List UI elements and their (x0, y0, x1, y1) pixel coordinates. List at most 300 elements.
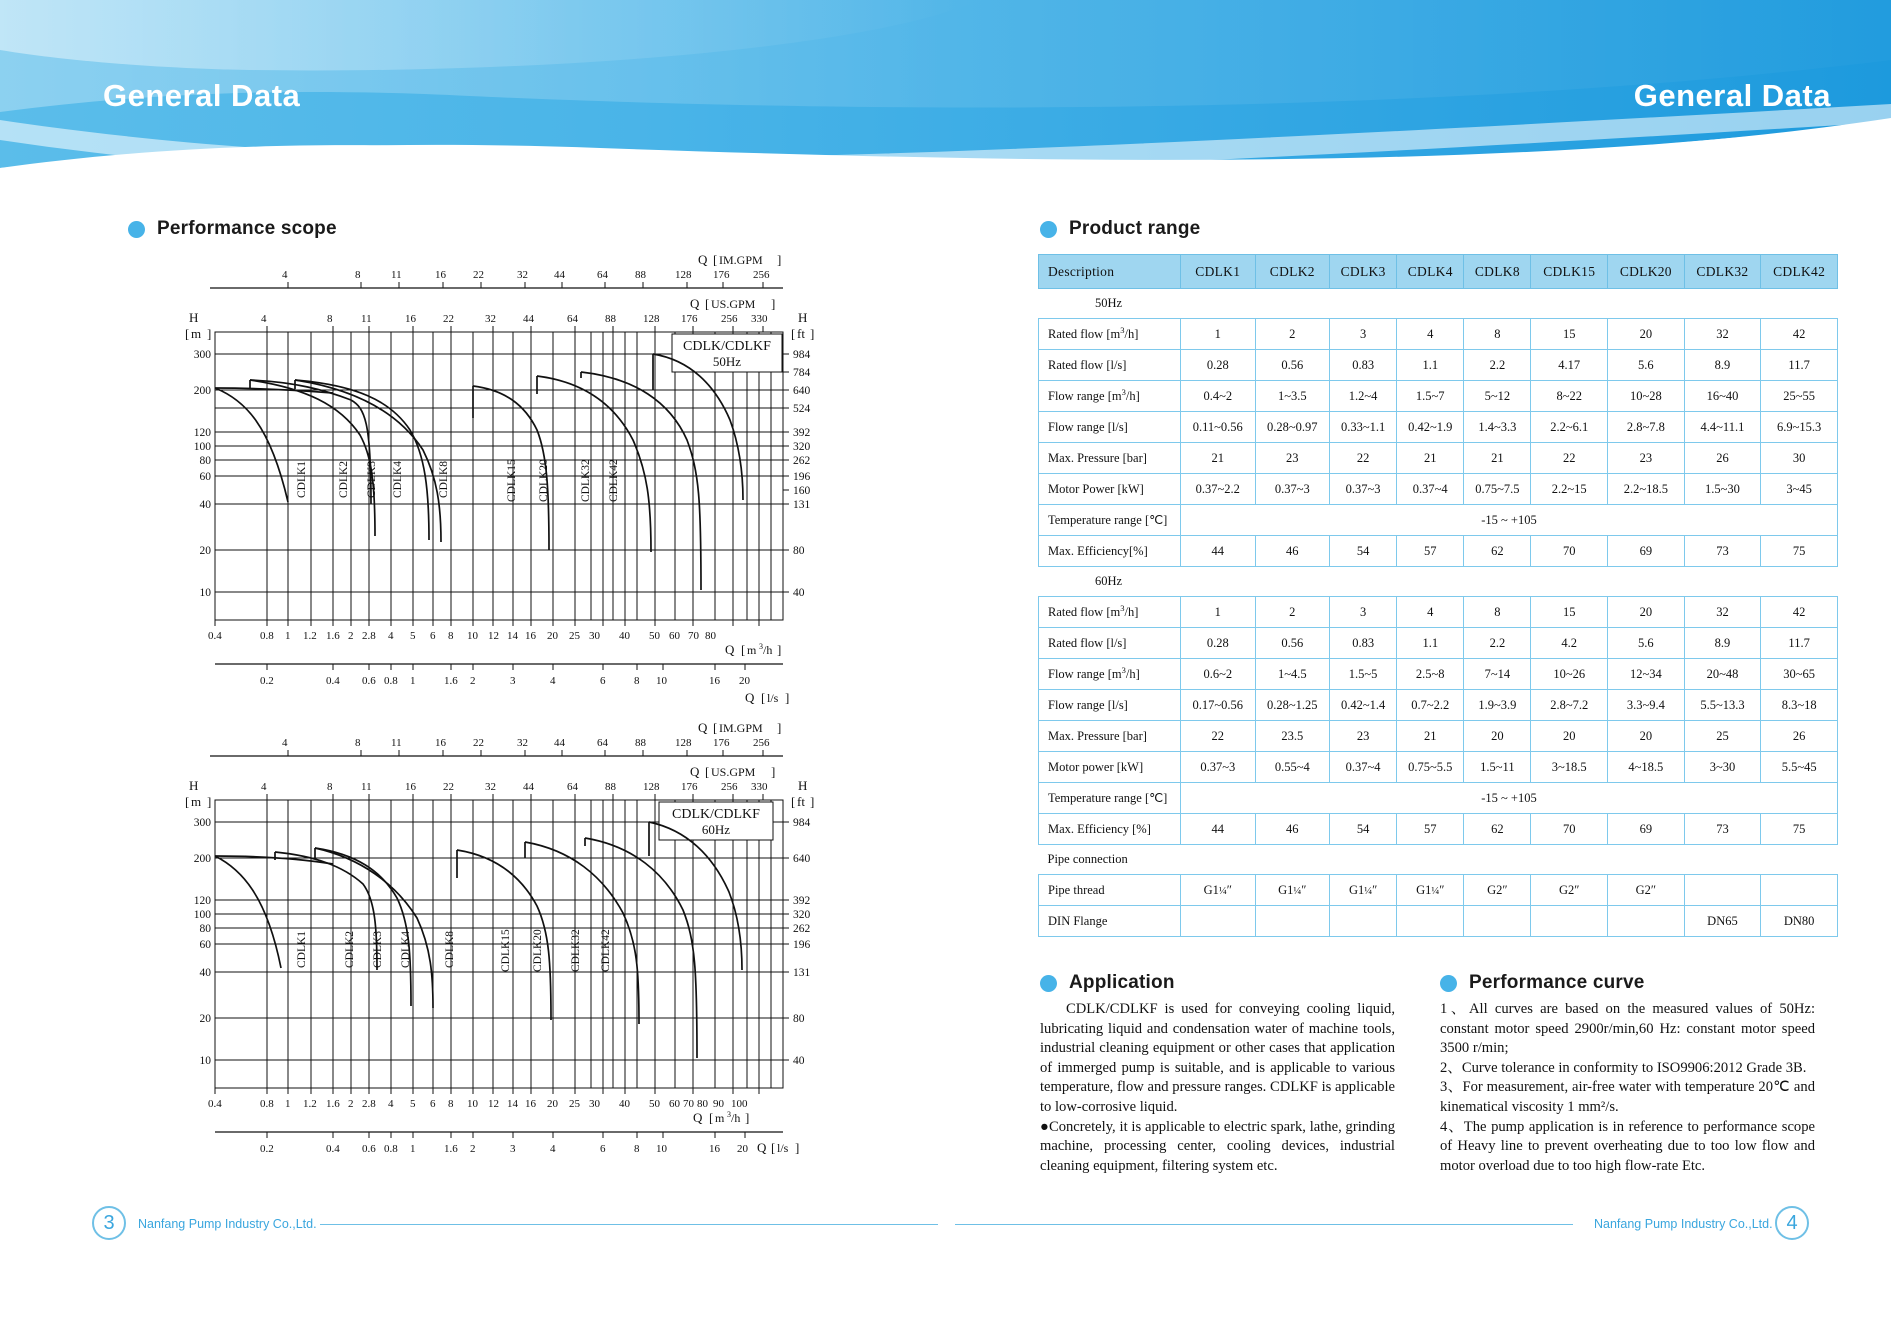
svg-text:30: 30 (589, 1098, 600, 1110)
svg-text:0.4: 0.4 (326, 675, 340, 687)
row-value-span: -15 ~ +105 (1181, 783, 1838, 814)
row-label: Max. Efficiency[%] (1039, 536, 1181, 567)
svg-text:11: 11 (361, 313, 372, 325)
table-row (1039, 628, 1838, 659)
svg-text:3: 3 (510, 1143, 516, 1155)
svg-text:6: 6 (430, 1098, 436, 1110)
table-cell: 10~26 (1531, 659, 1608, 690)
table-row (1039, 443, 1838, 474)
svg-text:2: 2 (348, 1098, 354, 1110)
curve-label: CDLK1 (296, 460, 308, 498)
svg-text:80: 80 (793, 1013, 805, 1025)
svg-text:H: H (189, 310, 199, 325)
table-cell: 20~48 (1684, 659, 1761, 690)
chart2-title: CDLK/CDLKF (672, 807, 760, 822)
table-cell: 2.2 (1464, 350, 1531, 381)
table-cell: 0.6~2 (1181, 659, 1256, 690)
svg-text:Q: Q (725, 642, 735, 657)
svg-text:8: 8 (634, 1143, 640, 1155)
table-cell: 32 (1684, 597, 1761, 628)
svg-text:[: [ (741, 642, 746, 657)
svg-text:20: 20 (547, 1098, 558, 1110)
row-label: Motor power [kW] (1039, 752, 1181, 783)
svg-text:14: 14 (507, 1098, 518, 1110)
svg-text:16: 16 (405, 313, 416, 325)
table-row (1039, 659, 1838, 690)
svg-text:40: 40 (793, 1055, 805, 1067)
table-cell: 8 (1464, 597, 1531, 628)
svg-text:40: 40 (793, 587, 805, 599)
column-header-cdlk3: CDLK3 (1330, 255, 1397, 289)
svg-text:22: 22 (443, 313, 454, 325)
table-cell: 0.75~7.5 (1464, 474, 1531, 505)
pipe-connection-blank (1181, 845, 1838, 875)
section-heading-performance-curve (1440, 972, 1645, 994)
table-cell: 23 (1330, 721, 1397, 752)
table-cell: 0.83 (1330, 628, 1397, 659)
table-cell: 0.42~1.9 (1397, 412, 1464, 443)
table-cell: 11.7 (1761, 628, 1838, 659)
table-cell: 8.3~18 (1761, 690, 1838, 721)
table-cell: 0.37~2.2 (1181, 474, 1256, 505)
table-cell: 15 (1531, 597, 1608, 628)
svg-text:Q: Q (757, 1140, 767, 1155)
table-cell: 42 (1761, 597, 1838, 628)
frequency-group-label: 60Hz (1039, 567, 1181, 597)
table-cell: 1.5~5 (1330, 659, 1397, 690)
table-cell: 22 (1531, 443, 1608, 474)
svg-text:Q: Q (698, 720, 708, 735)
svg-text:200: 200 (193, 385, 211, 397)
table-cell: 2.5~8 (1397, 659, 1464, 690)
svg-text:176: 176 (681, 313, 698, 325)
svg-text:4: 4 (550, 675, 556, 687)
svg-text:60: 60 (199, 471, 211, 483)
table-cell: 1.1 (1397, 628, 1464, 659)
table-cell: 5.6 (1608, 628, 1685, 659)
frequency-group-blank (1181, 567, 1838, 597)
svg-text:70: 70 (688, 630, 699, 642)
svg-text:70: 70 (683, 1098, 694, 1110)
svg-text:[: [ (713, 252, 718, 267)
svg-text:4: 4 (261, 781, 267, 793)
svg-text:176: 176 (713, 269, 730, 281)
svg-text:]: ] (771, 296, 776, 311)
table-row (1039, 381, 1838, 412)
svg-text:10: 10 (467, 630, 478, 642)
svg-text:64: 64 (597, 737, 608, 749)
table-cell: 6.9~15.3 (1761, 412, 1838, 443)
svg-text:524: 524 (793, 403, 811, 415)
table-cell: 0.83 (1330, 350, 1397, 381)
row-label: Max. Efficiency [%] (1039, 814, 1181, 845)
table-cell: 0.17~0.56 (1181, 690, 1256, 721)
svg-text:1.2: 1.2 (303, 1098, 317, 1110)
column-header-description: Description (1039, 255, 1181, 289)
svg-text:16: 16 (709, 675, 720, 687)
frequency-group-60hz (1039, 567, 1838, 597)
table-cell (1464, 906, 1531, 937)
table-cell: 25~55 (1761, 381, 1838, 412)
table-row (1039, 906, 1838, 937)
svg-text:32: 32 (485, 781, 496, 793)
svg-text:2: 2 (470, 675, 476, 687)
curve-label: CDLK2 (344, 930, 356, 968)
svg-text:40: 40 (619, 630, 630, 642)
table-cell: 70 (1531, 814, 1608, 845)
bullet-dot-icon (128, 221, 145, 238)
table-cell (1330, 906, 1397, 937)
table-row (1039, 319, 1838, 350)
table-cell: 3~18.5 (1531, 752, 1608, 783)
svg-text:160: 160 (793, 485, 811, 497)
svg-text:22: 22 (443, 781, 454, 793)
svg-text:44: 44 (554, 269, 565, 281)
table-cell (1255, 906, 1330, 937)
svg-text:11: 11 (361, 781, 372, 793)
table-cell: 0.28 (1181, 628, 1256, 659)
table-cell: 20 (1531, 721, 1608, 752)
svg-text:6: 6 (430, 630, 436, 642)
table-cell: 75 (1761, 814, 1838, 845)
table-cell: 12~34 (1608, 659, 1685, 690)
table-cell: 8.9 (1684, 350, 1761, 381)
table-cell: 0.42~1.4 (1330, 690, 1397, 721)
svg-text:]: ] (810, 326, 815, 341)
bullet-dot-icon (1040, 221, 1057, 238)
svg-text:320: 320 (793, 441, 811, 453)
curve-label: CDLK8 (438, 460, 450, 498)
svg-text:1: 1 (410, 675, 416, 687)
svg-text:Q: Q (693, 1110, 703, 1125)
svg-text:[: [ (791, 326, 796, 341)
svg-text:40: 40 (199, 967, 211, 979)
application-text-block (1040, 1000, 1395, 1176)
svg-text:300: 300 (193, 349, 211, 361)
performance-chart-50hz (185, 250, 825, 710)
svg-text:128: 128 (643, 781, 660, 793)
table-cell: 4.2 (1531, 628, 1608, 659)
table-cell: 0.56 (1255, 628, 1330, 659)
performance-note-3: 3、For measurement, air-free water with temperature 20℃ and kinematical viscosity 1 mm²/s. (1440, 1079, 1815, 1115)
svg-text:]: ] (777, 720, 782, 735)
svg-text:[: [ (771, 1140, 776, 1155)
table-cell: 20 (1608, 319, 1685, 350)
svg-text:330: 330 (751, 781, 768, 793)
svg-text:[: [ (705, 764, 710, 779)
svg-text:1.6: 1.6 (444, 675, 458, 687)
svg-text:4: 4 (282, 269, 288, 281)
table-cell: 0.56 (1255, 350, 1330, 381)
row-label: Temperature range [℃] (1039, 505, 1181, 536)
table-cell: 20 (1608, 721, 1685, 752)
column-header-cdlk2: CDLK2 (1255, 255, 1330, 289)
table-row (1039, 474, 1838, 505)
table-cell: DN80 (1761, 906, 1838, 937)
row-label: Flow range $[m^3/h]$ (1039, 381, 1181, 412)
svg-text:H: H (798, 310, 808, 325)
curve-label: CDLK42 (608, 459, 620, 502)
table-cell: 0.55~4 (1255, 752, 1330, 783)
svg-text:196: 196 (793, 939, 811, 951)
svg-text:0.2: 0.2 (260, 675, 274, 687)
svg-text:984: 984 (793, 349, 811, 361)
svg-text:0.4: 0.4 (208, 1098, 222, 1110)
performance-chart-60hz (185, 718, 825, 1178)
table-cell: 46 (1255, 814, 1330, 845)
svg-text:l/s: l/s (777, 1141, 789, 1155)
svg-text:0.4: 0.4 (326, 1143, 340, 1155)
svg-text:16: 16 (435, 269, 446, 281)
svg-text:131: 131 (793, 967, 811, 979)
svg-text:64: 64 (567, 313, 578, 325)
svg-text:[: [ (791, 794, 796, 809)
curve-label: CDLK20 (538, 459, 550, 502)
table-cell: 26 (1761, 721, 1838, 752)
svg-text:330: 330 (751, 313, 768, 325)
svg-text:12: 12 (488, 1098, 499, 1110)
svg-text:80: 80 (199, 455, 211, 467)
svg-text:4: 4 (282, 737, 288, 749)
table-cell: 0.28 (1181, 350, 1256, 381)
table-cell: DN65 (1684, 906, 1761, 937)
svg-text:44: 44 (523, 781, 534, 793)
svg-text:16: 16 (405, 781, 416, 793)
svg-text:20: 20 (737, 1143, 748, 1155)
svg-text:60: 60 (199, 939, 211, 951)
table-cell: 20 (1608, 597, 1685, 628)
table-row (1039, 783, 1838, 814)
svg-text:90: 90 (713, 1098, 724, 1110)
svg-text:22: 22 (473, 269, 484, 281)
row-label: Flow range $[m^3/h]$ (1039, 659, 1181, 690)
svg-text:]: ] (771, 764, 776, 779)
table-cell: 5.5~13.3 (1684, 690, 1761, 721)
table-cell: 1~4.5 (1255, 659, 1330, 690)
table-cell: 22 (1330, 443, 1397, 474)
svg-text:2.8: 2.8 (362, 1098, 376, 1110)
svg-text:8: 8 (327, 781, 333, 793)
svg-text:50: 50 (649, 1098, 660, 1110)
svg-text:20: 20 (199, 1013, 211, 1025)
footer-company-right: Nanfang Pump Industry Co.,Ltd. (1594, 1217, 1773, 1231)
svg-text:1.2: 1.2 (303, 630, 317, 642)
table-row (1039, 597, 1838, 628)
table-cell: 0.37~3 (1330, 474, 1397, 505)
svg-text:3: 3 (510, 675, 516, 687)
column-header-cdlk42: CDLK42 (1761, 255, 1838, 289)
table-cell: 8~22 (1531, 381, 1608, 412)
table-row (1039, 412, 1838, 443)
table-cell: 23 (1255, 443, 1330, 474)
svg-text:10: 10 (199, 1055, 211, 1067)
svg-text:100: 100 (731, 1098, 748, 1110)
svg-text:100: 100 (193, 441, 211, 453)
section-heading-performance-scope (128, 218, 337, 240)
table-cell: 1 (1181, 319, 1256, 350)
table-cell: 26 (1684, 443, 1761, 474)
svg-text:11: 11 (391, 737, 402, 749)
table-cell: G2″ (1464, 875, 1531, 906)
svg-text:1: 1 (285, 630, 291, 642)
table-cell: 1.5~7 (1397, 381, 1464, 412)
curve-label: CDLK3 (372, 930, 384, 968)
table-cell: 0.28~0.97 (1255, 412, 1330, 443)
svg-text:8: 8 (327, 313, 333, 325)
table-cell: 7~14 (1464, 659, 1531, 690)
table-cell: 5.5~45 (1761, 752, 1838, 783)
table-cell: 2.2~18.5 (1608, 474, 1685, 505)
frequency-group-blank (1181, 289, 1838, 319)
table-cell: 69 (1608, 814, 1685, 845)
svg-text:2: 2 (470, 1143, 476, 1155)
table-cell: 57 (1397, 536, 1464, 567)
footer-divider-left (320, 1224, 938, 1225)
svg-text:196: 196 (793, 471, 811, 483)
row-label: Flow range [l/s] (1039, 690, 1181, 721)
svg-text:25: 25 (569, 630, 580, 642)
svg-text:262: 262 (793, 455, 811, 467)
table-cell: 0.28~1.25 (1255, 690, 1330, 721)
svg-text:80: 80 (705, 630, 716, 642)
svg-text:100: 100 (193, 909, 211, 921)
table-cell (1397, 906, 1464, 937)
row-label: Motor Power [kW] (1039, 474, 1181, 505)
svg-text:88: 88 (605, 313, 616, 325)
table-cell: 0.33~1.1 (1330, 412, 1397, 443)
table-cell: 1.4~3.3 (1464, 412, 1531, 443)
table-cell: 25 (1684, 721, 1761, 752)
column-header-cdlk15: CDLK15 (1531, 255, 1608, 289)
table-row (1039, 875, 1838, 906)
svg-text:Q: Q (690, 764, 700, 779)
svg-text:[: [ (713, 720, 718, 735)
table-cell: 69 (1608, 536, 1685, 567)
table-cell: 16~40 (1684, 381, 1761, 412)
table-cell: 1.1 (1397, 350, 1464, 381)
frequency-group-50hz (1039, 289, 1838, 319)
svg-text:128: 128 (643, 313, 660, 325)
table-cell: 44 (1181, 536, 1256, 567)
section-heading-product-range (1040, 218, 1200, 240)
row-label: Flow range [l/s] (1039, 412, 1181, 443)
table-cell: 3 (1330, 319, 1397, 350)
application-paragraph-1: CDLK/CDLKF is used for conveying cooling liquid, lubricating liquid and condensation water of machine tools, industrial cleaning equipment or other cases that application of immerged pump is suitable, and is applicable to various temperature, flow and pressure ranges. CDLKF is applicable to low-corrosive liquid. (1040, 1001, 1395, 1115)
table-cell (1531, 906, 1608, 937)
table-cell: 15 (1531, 319, 1608, 350)
table-cell: 21 (1181, 443, 1256, 474)
svg-text:16: 16 (709, 1143, 720, 1155)
svg-text:120: 120 (193, 427, 211, 439)
svg-text:H: H (798, 778, 808, 793)
table-cell: 4.17 (1531, 350, 1608, 381)
svg-text:4: 4 (261, 313, 267, 325)
chart1-title: CDLK/CDLKF (683, 339, 771, 354)
svg-text:]: ] (777, 642, 782, 657)
svg-text:256: 256 (753, 737, 770, 749)
svg-text:44: 44 (523, 313, 534, 325)
svg-text:4: 4 (388, 630, 394, 642)
table-cell: 54 (1330, 814, 1397, 845)
svg-text:44: 44 (554, 737, 565, 749)
svg-text:]: ] (207, 794, 212, 809)
table-cell (1181, 906, 1256, 937)
table-cell: 0.37~4 (1330, 752, 1397, 783)
svg-text:5: 5 (410, 630, 416, 642)
bullet-dot-icon (1440, 975, 1457, 992)
bullet-dot-icon (1040, 975, 1057, 992)
svg-text:80: 80 (199, 923, 211, 935)
curve-label: CDLK32 (570, 929, 582, 972)
row-value-span: -15 ~ +105 (1181, 505, 1838, 536)
svg-text:12: 12 (488, 630, 499, 642)
svg-text:6: 6 (600, 1143, 606, 1155)
svg-text:m: m (747, 643, 757, 657)
svg-text:US.GPM: US.GPM (711, 765, 756, 779)
page-number-left: 3 (92, 1206, 126, 1240)
svg-text:0.8: 0.8 (384, 675, 398, 687)
page-title-right: General Data (1633, 78, 1831, 113)
svg-text:IM.GPM: IM.GPM (719, 721, 763, 735)
table-cell: 3~45 (1761, 474, 1838, 505)
svg-text:14: 14 (507, 630, 518, 642)
table-cell: 2.2 (1464, 628, 1531, 659)
svg-text:l/s: l/s (767, 691, 779, 705)
svg-text:392: 392 (793, 895, 811, 907)
performance-curve-notes-block (1440, 1000, 1815, 1176)
svg-text:Q: Q (690, 296, 700, 311)
table-cell: 4~18.5 (1608, 752, 1685, 783)
pipe-connection-label: Pipe connection (1039, 845, 1181, 875)
svg-text:784: 784 (793, 367, 811, 379)
section-title-text: Performance scope (157, 218, 337, 239)
section-title-text: Performance curve (1469, 972, 1645, 993)
svg-text:m: m (715, 1111, 725, 1125)
svg-text:3: 3 (759, 642, 763, 651)
svg-text:0.6: 0.6 (362, 1143, 376, 1155)
svg-text:256: 256 (753, 269, 770, 281)
table-cell: 4.4~11.1 (1684, 412, 1761, 443)
column-header-cdlk4: CDLK4 (1397, 255, 1464, 289)
table-cell: 11.7 (1761, 350, 1838, 381)
svg-text:6: 6 (600, 675, 606, 687)
svg-text:20: 20 (547, 630, 558, 642)
svg-text:[: [ (705, 296, 710, 311)
row-label: Pipe thread (1039, 875, 1181, 906)
section-title-text: Product range (1069, 218, 1201, 239)
product-range-table (1038, 254, 1838, 937)
curve-label: CDLK32 (580, 459, 592, 502)
footer-divider-right (955, 1224, 1573, 1225)
svg-text:8: 8 (634, 675, 640, 687)
table-cell: 2 (1255, 319, 1330, 350)
table-cell: 0.37~3 (1181, 752, 1256, 783)
table-cell: 21 (1464, 443, 1531, 474)
svg-text:60: 60 (669, 630, 680, 642)
svg-text:0.8: 0.8 (260, 630, 274, 642)
page-number-right: 4 (1775, 1206, 1809, 1240)
svg-text:]: ] (785, 690, 790, 705)
table-cell: 22 (1181, 721, 1256, 752)
table-cell: G1¼″ (1181, 875, 1256, 906)
svg-text:4: 4 (388, 1098, 394, 1110)
svg-text:320: 320 (793, 909, 811, 921)
svg-text:Q: Q (745, 690, 755, 705)
svg-text:/h: /h (763, 643, 773, 657)
svg-text:32: 32 (485, 313, 496, 325)
svg-text:]: ] (207, 326, 212, 341)
svg-text:80: 80 (697, 1098, 708, 1110)
